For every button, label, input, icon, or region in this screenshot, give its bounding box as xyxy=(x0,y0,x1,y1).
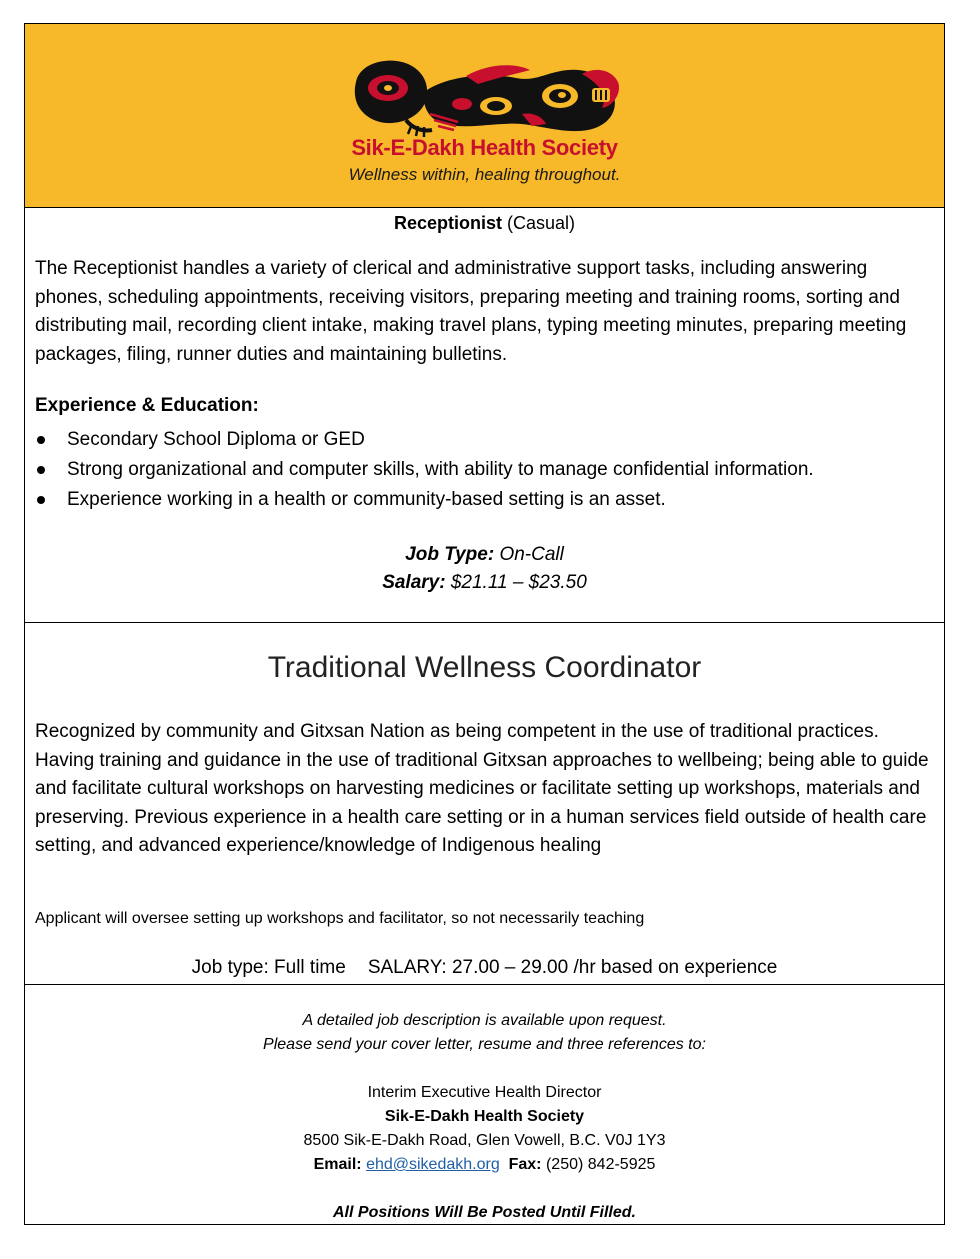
wellness-salary: SALARY: 27.00 – 29.00 /hr based on experience xyxy=(367,957,778,978)
job-type-value: On-Call xyxy=(499,544,564,565)
salary-label: Salary: xyxy=(382,572,446,593)
receptionist-title xyxy=(25,213,944,234)
email-label: Email: xyxy=(313,1156,362,1173)
job-type-label: Job Type: xyxy=(405,544,495,565)
fax-label: Fax: xyxy=(508,1156,542,1173)
experience-heading: Experience & Education: xyxy=(35,395,259,416)
receptionist-title-main: Receptionist xyxy=(393,213,502,233)
closing-statement: All Positions Will Be Posted Until Filled. xyxy=(333,1204,636,1221)
organization-tagline: Wellness within, healing throughout. xyxy=(348,165,621,184)
bullet-icon xyxy=(37,466,45,474)
list-item xyxy=(35,485,940,515)
contact-line-2: Please send your cover letter, resume and three references to: xyxy=(263,1036,706,1053)
organization-name: Sik-E-Dakh Health Society xyxy=(351,135,618,160)
receptionist-description: The Receptionist handles a variety of clerical and administrative support tasks, including answering phones, scheduling appointments, receiving visitors, preparing meeting and training rooms, sorting and distributing mail, recording client intake, making travel plans, typing meeting minutes, preparing meeting packages, filing, runner duties and maintaining bulletins. xyxy=(35,258,907,365)
contact-line-1: A detailed job description is available upon request. xyxy=(302,1012,667,1029)
contact-organization: Sik-E-Dakh Health Society xyxy=(384,1108,585,1125)
requirement-text: Strong organizational and computer skills, with ability to manage confidential information. xyxy=(67,459,814,480)
contact-recipient: Interim Executive Health Director xyxy=(367,1084,602,1101)
bullet-icon xyxy=(37,496,45,504)
fax-number: (250) 842-5925 xyxy=(545,1156,656,1173)
wellness-job-type: Job type: Full time xyxy=(191,957,346,978)
email-link[interactable]: ehd@sikedakh.org xyxy=(366,1156,500,1173)
wellness-coordinator-description: Recognized by community and Gitxsan Nation as being competent in the use of traditional practices. Having training and guidance in the use of traditional Gitxsan approaches to wellbeing; being able to guide and facilitate cultural workshops on harvesting medicines or facilitate setting up workshops, materials and preserving. Previous experience in a health care setting or in a human services field outside of health care setting, and advanced experience/knowledge of Indigenous healing xyxy=(35,721,929,856)
wellness-coordinator-title: Traditional Wellness Coordinator xyxy=(267,651,702,684)
formline-art-logo xyxy=(346,54,628,146)
receptionist-title-suffix: (Casual) xyxy=(507,213,576,233)
bullet-icon xyxy=(37,436,45,444)
list-item xyxy=(35,425,940,455)
list-item xyxy=(35,455,940,485)
contact-email-fax xyxy=(25,1156,944,1174)
wellness-coordinator-note: Applicant will oversee setting up workshops and facilitator, so not necessarily teaching xyxy=(35,910,645,927)
requirement-text: Experience working in a health or community-based setting is an asset. xyxy=(67,489,666,510)
wellness-job-line xyxy=(25,957,944,979)
requirement-text: Secondary School Diploma or GED xyxy=(67,429,365,450)
receptionist-job-type xyxy=(25,544,944,566)
salary-value: $21.11 – $23.50 xyxy=(450,572,587,593)
contact-section xyxy=(25,985,944,1225)
contact-address: 8500 Sik-E-Dakh Road, Glen Vowell, B.C. V0J 1Y3 xyxy=(303,1132,666,1149)
receptionist-salary xyxy=(25,572,944,594)
wellness-coordinator-section xyxy=(25,623,944,985)
job-posting-document xyxy=(24,23,945,1225)
requirements-list xyxy=(35,425,940,515)
header-banner xyxy=(25,24,944,208)
receptionist-section xyxy=(25,208,944,623)
